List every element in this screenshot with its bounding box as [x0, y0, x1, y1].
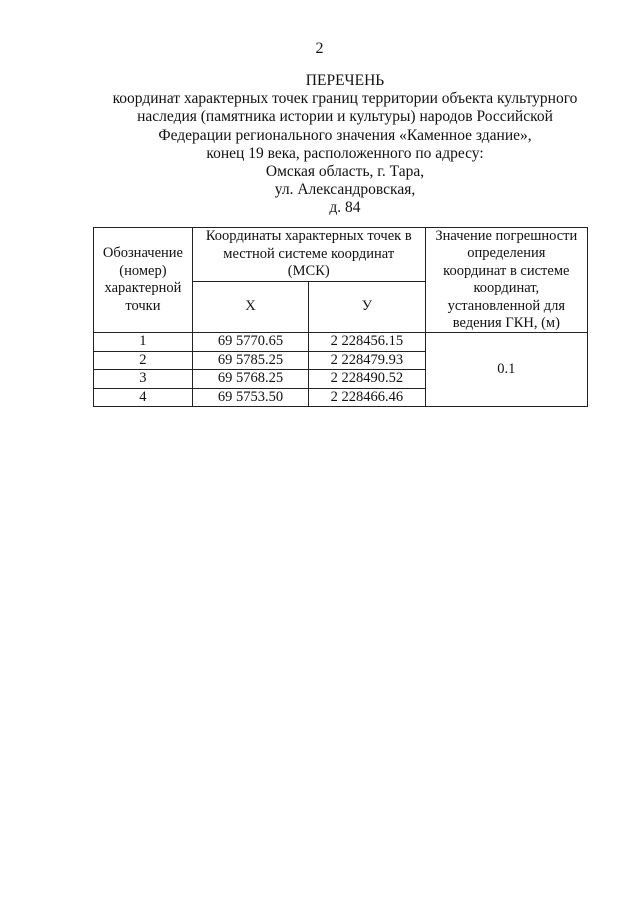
title-line: наследия (памятника истории и культуры) народов Российской: [137, 108, 553, 126]
title-line: д. 84: [329, 199, 361, 217]
header-designation-line: Обозначение: [102, 245, 183, 262]
header-error-line: определения: [467, 245, 546, 262]
header-designation-line: характерной: [104, 280, 182, 297]
title-line: ул. Александровская,: [274, 181, 416, 199]
header-coordinates: [192, 228, 425, 282]
y-coordinate: 2 228490.52: [309, 370, 425, 388]
coordinates-table: [93, 227, 588, 407]
header-designation: [94, 228, 193, 333]
header-designation-line: точки: [125, 297, 161, 314]
x-coordinate: 69 5768.25: [192, 370, 308, 388]
header-error-line: координат,: [473, 280, 540, 297]
table-row: [94, 333, 588, 351]
point-number: 1: [94, 333, 193, 351]
point-number: 3: [94, 370, 193, 388]
header-x: Х: [192, 281, 308, 333]
header-error-line: установленной для: [447, 297, 566, 314]
x-coordinate: 69 5785.25: [192, 351, 308, 369]
title-line: конец 19 века, расположенного по адресу:: [206, 144, 484, 162]
header-error: [425, 228, 587, 333]
document-title: [60, 72, 630, 218]
header-error-line: ведения ГКН, (м): [452, 315, 560, 332]
x-coordinate: 69 5753.50: [192, 388, 308, 406]
y-coordinate: 2 228479.93: [309, 351, 425, 369]
x-coordinate: 69 5770.65: [192, 333, 308, 351]
header-error-line: координат в системе: [443, 262, 570, 279]
error-value: 0.1: [425, 333, 587, 407]
header-designation-line: (номер): [119, 262, 167, 279]
page-number: 2: [315, 40, 324, 57]
header-coordinates-line: Координаты характерных точек в: [205, 228, 412, 245]
point-number: 4: [94, 388, 193, 406]
header-error-line: Значение погрешности: [435, 228, 578, 244]
title-line: Омская область, г. Тара,: [265, 163, 425, 181]
header-coordinates-line: (МСК): [287, 263, 330, 280]
title-heading: ПЕРЕЧЕНЬ: [305, 72, 385, 89]
header-coordinates-line: местной системе координат: [223, 245, 395, 262]
y-coordinate: 2 228466.46: [309, 388, 425, 406]
title-line: Федерации регионального значения «Каменное здание»,: [158, 126, 532, 144]
title-line: координат характерных точек границ территории объекта культурного: [112, 90, 578, 108]
y-coordinate: 2 228456.15: [309, 333, 425, 351]
header-y: У: [309, 281, 425, 333]
point-number: 2: [94, 351, 193, 369]
